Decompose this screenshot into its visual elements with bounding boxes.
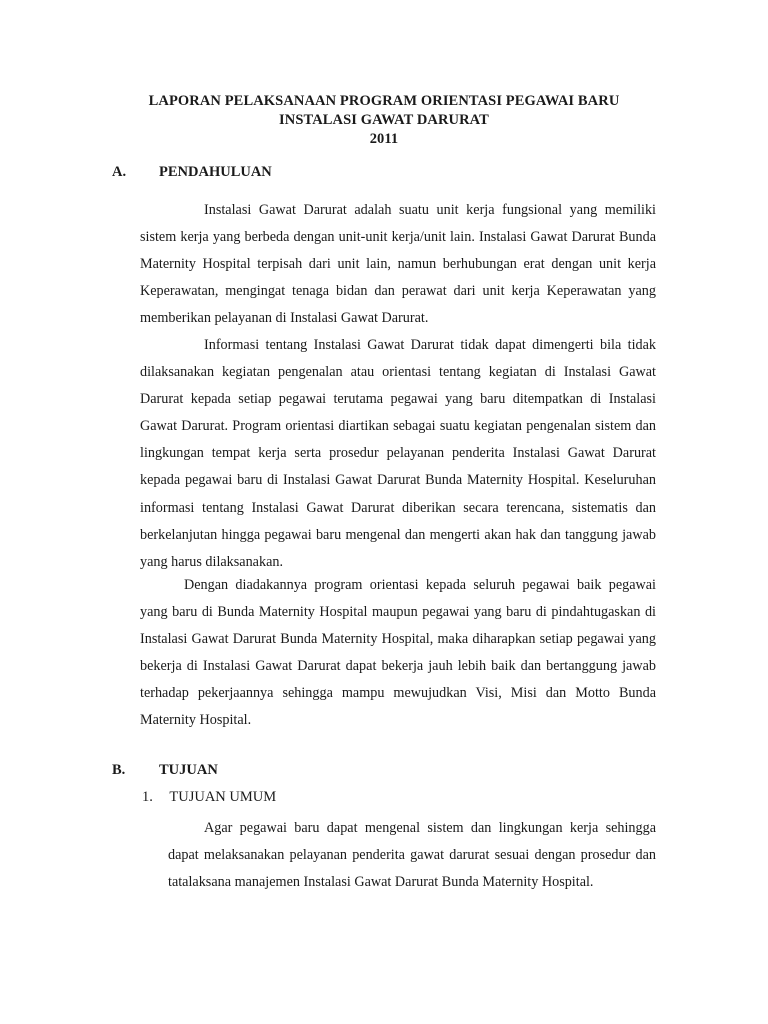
title-line-2: INSTALASI GAWAT DARURAT [279,112,489,128]
section-a-paragraph-2: Informasi tentang Instalasi Gawat Darurat tidak dapat dimengerti bila tidak dilaksanakan kegiatan pengenalan atau orientasi tentang kegiatan di Instalasi Gawat Darurat kepada setiap pegawai terutama pegawai yang baru ditempatkan di Instalasi Gawat Darurat. Program orientasi diartikan sebagai suatu kegiatan pengenalan sistem dan lingkungan tempat kerja serta prosedur pelayanan penderita Instalasi Gawat Darurat kepada pegawai baru di Instalasi Gawat Darurat Bunda Maternity Hospital. Keseluruhan informasi tentang Instalasi Gawat Darurat diberikan secara terencana, sistematis dan berkelanjutan hingga pegawai baru mengenal dan mengerti akan hak dan tanggung jawab yang harus dilaksanakan. [140,337,656,570]
subsection-1-number: 1. [142,789,153,805]
document-title [0,92,768,149]
section-b-title: TUJUAN [159,762,218,778]
section-b-letter: B. [112,762,126,778]
subsection-1-paragraph: Agar pegawai baru dapat mengenal sistem dan lingkungan kerja sehingga dapat melaksanakan pelayanan penderita gawat darurat sesuai dengan prosedur dan tatalaksana manajemen Instalasi Gawat Darurat Bunda Maternity Hospital. [168,820,656,891]
subsection-1-heading [142,789,276,806]
section-a-paragraph-3: Dengan diadakannya program orientasi kepada seluruh pegawai baik pegawai yang baru di Bunda Maternity Hospital maupun pegawai yang baru di pindahtugaskan di Instalasi Gawat Darurat Bunda Maternity Hospital, maka diharapkan setiap pegawai yang bekerja di Instalasi Gawat Darurat dapat bekerja jauh lebih baik dan bertanggung jawab terhadap pekerjaannya sehingga mampu mewujudkan Visi, Misi dan Motto Bunda Maternity Hospital. [140,577,656,729]
title-line-1: LAPORAN PELAKSANAAN PROGRAM ORIENTASI PEGAWAI BARU [148,93,620,109]
section-a-title: PENDAHULUAN [159,164,272,180]
section-a-paragraph-1: Instalasi Gawat Darurat adalah suatu unit kerja fungsional yang memiliki sistem kerja yang berbeda dengan unit-unit kerja/unit lain. Instalasi Gawat Darurat Bunda Maternity Hospital terpisah dari unit lain, namun berhubungan erat dengan unit kerja Keperawatan, mengingat tenaga bidan dan perawat dari unit kerja Keperawatan yang memberikan pelayanan di Instalasi Gawat Darurat. [140,202,656,327]
section-a-letter: A. [112,164,127,180]
subsection-1-title: TUJUAN UMUM [169,789,277,805]
title-line-3: 2011 [369,131,399,147]
